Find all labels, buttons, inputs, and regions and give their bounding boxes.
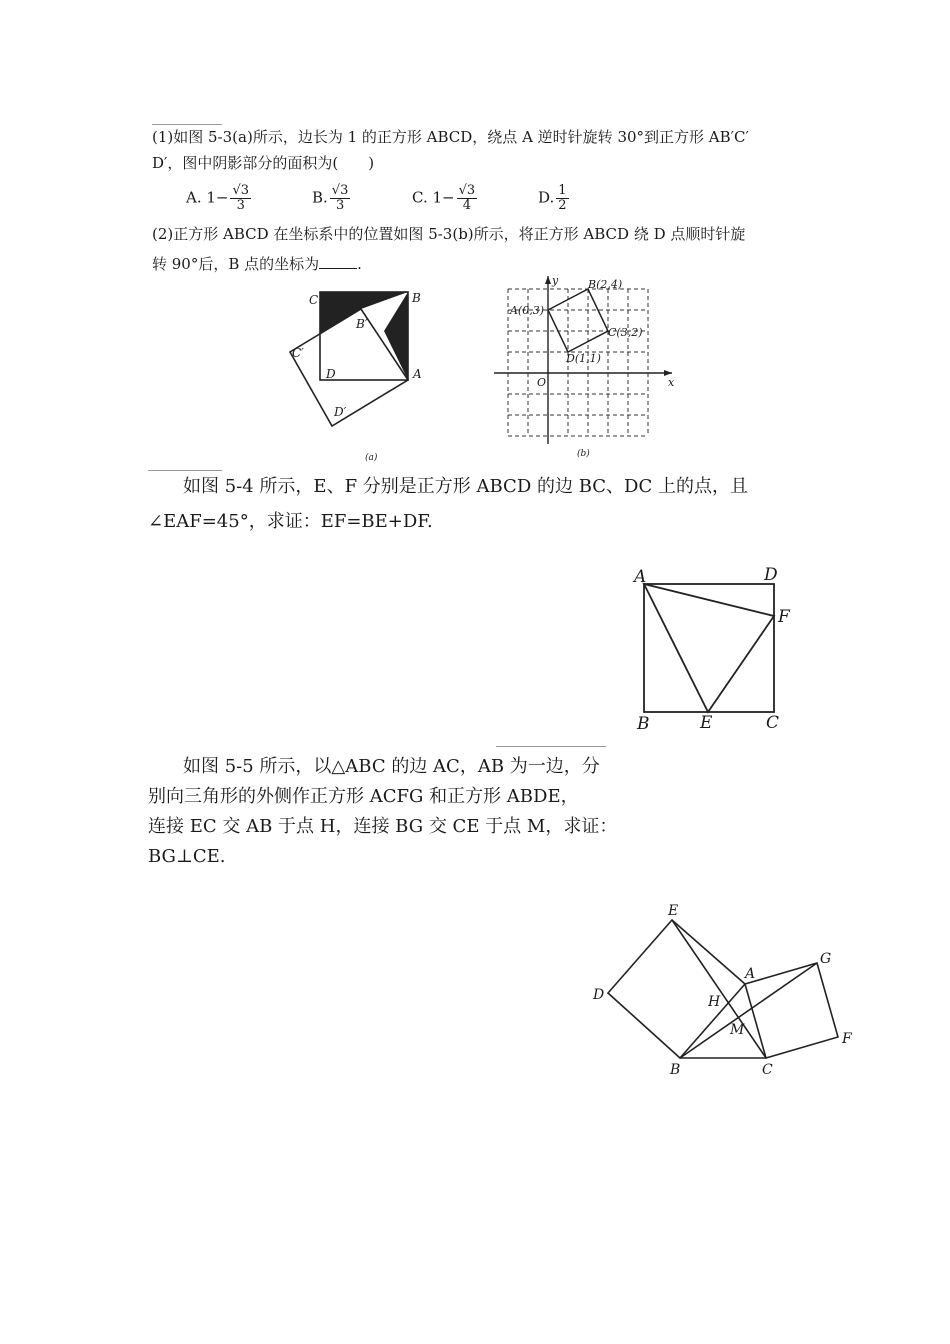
fig-b-label-x: x — [668, 376, 675, 389]
option-a-denominator: 3 — [236, 198, 245, 213]
fig54-label-d: D — [764, 565, 778, 585]
option-d-denominator: 2 — [558, 198, 567, 213]
fig-b-label-b: B(2,4) — [588, 278, 623, 291]
problem4-line3: 连接 EC 交 AB 于点 H，连接 BG 交 CE 于点 M，求证： — [148, 816, 618, 837]
problem1-line2: D′，图中阴影部分的面积为( ) — [152, 154, 375, 172]
problem4-line1: 如图 5-5 所示，以△ABC 的边 AC，AB 为一边，分 — [183, 756, 600, 777]
fig-a-label-c: C — [309, 293, 319, 307]
problem2-line1: (2)正方形 ABCD 在坐标系中的位置如图 5-3(b)所示，将正方形 ABCD 绕 D 点顺时针旋 — [152, 225, 746, 243]
option-b-prefix: B. — [312, 188, 328, 207]
fig54-label-f: F — [778, 607, 790, 627]
option-b-numerator: √3 — [331, 183, 349, 198]
fig-a-caption: (a) — [365, 453, 378, 463]
fig-b-label-c: C(3,2) — [608, 326, 643, 339]
option-c-numerator: √3 — [458, 183, 476, 198]
fig-b-caption: (b) — [577, 449, 590, 459]
fig-b-label-y: y — [552, 274, 559, 287]
option-c-prefix: C. 1− — [412, 188, 455, 207]
fig55-label-b: B — [670, 1062, 681, 1078]
fig54-label-a: A — [634, 567, 647, 587]
fig55-label-m: M — [730, 1022, 745, 1038]
option-d-numerator: 1 — [558, 183, 567, 198]
square-abde — [608, 920, 745, 1058]
fig55-label-d: D — [593, 987, 605, 1003]
option-a-numerator: √3 — [232, 183, 250, 198]
option-b-denominator: 3 — [335, 198, 345, 213]
fig-a-label-b: B — [412, 291, 421, 305]
square-acfg — [745, 963, 838, 1058]
fig-a-label-a: A — [413, 367, 422, 381]
fig-b-label-o: O — [537, 376, 547, 389]
option-a-prefix: A. 1− — [186, 188, 229, 207]
fig-a-label-d: D — [326, 367, 336, 381]
problem3-line1: 如图 5-4 所示，E、F 分别是正方形 ABCD 的边 BC、DC 上的点，且 — [183, 476, 748, 497]
fig55-label-a: A — [745, 966, 756, 982]
problem3-line2: ∠EAF=45°，求证：EF=BE+DF. — [148, 511, 433, 532]
fig54-label-b: B — [637, 714, 650, 734]
fig-b-label-d: D(1,1) — [566, 352, 601, 365]
fig55-label-c: C — [762, 1062, 773, 1078]
segment-ec — [672, 920, 766, 1058]
problem2-line2-prefix: 转 90°后，B 点的坐标为 — [152, 255, 320, 273]
fig55-label-g: G — [820, 951, 832, 967]
fig-a-label-c-prime: C′ — [292, 346, 304, 360]
fig-b-label-a: A(0,3) — [510, 304, 545, 317]
problem4-line2: 别向三角形的外侧作正方形 ACFG 和正方形 ABDE， — [148, 786, 579, 807]
fig55-label-h: H — [708, 994, 721, 1010]
option-c-denominator: 4 — [462, 198, 472, 213]
problem4-line4: BG⊥CE. — [148, 846, 226, 867]
problem2-line2-suffix: . — [357, 255, 362, 273]
fig-a-label-b-prime: B′ — [356, 317, 368, 331]
option-d-prefix: D. — [538, 188, 555, 207]
fig-a-label-d-prime: D′ — [334, 405, 347, 419]
fig54-label-e: E — [700, 713, 713, 733]
fig55-label-f: F — [842, 1031, 852, 1047]
fig54-label-c: C — [766, 713, 780, 733]
problem1-line1: (1)如图 5-3(a)所示，边长为 1 的正方形 ABCD，绕点 A 逆时针旋转 30°到正方形 AB′C′ — [152, 128, 749, 146]
fig55-label-e: E — [668, 903, 679, 919]
